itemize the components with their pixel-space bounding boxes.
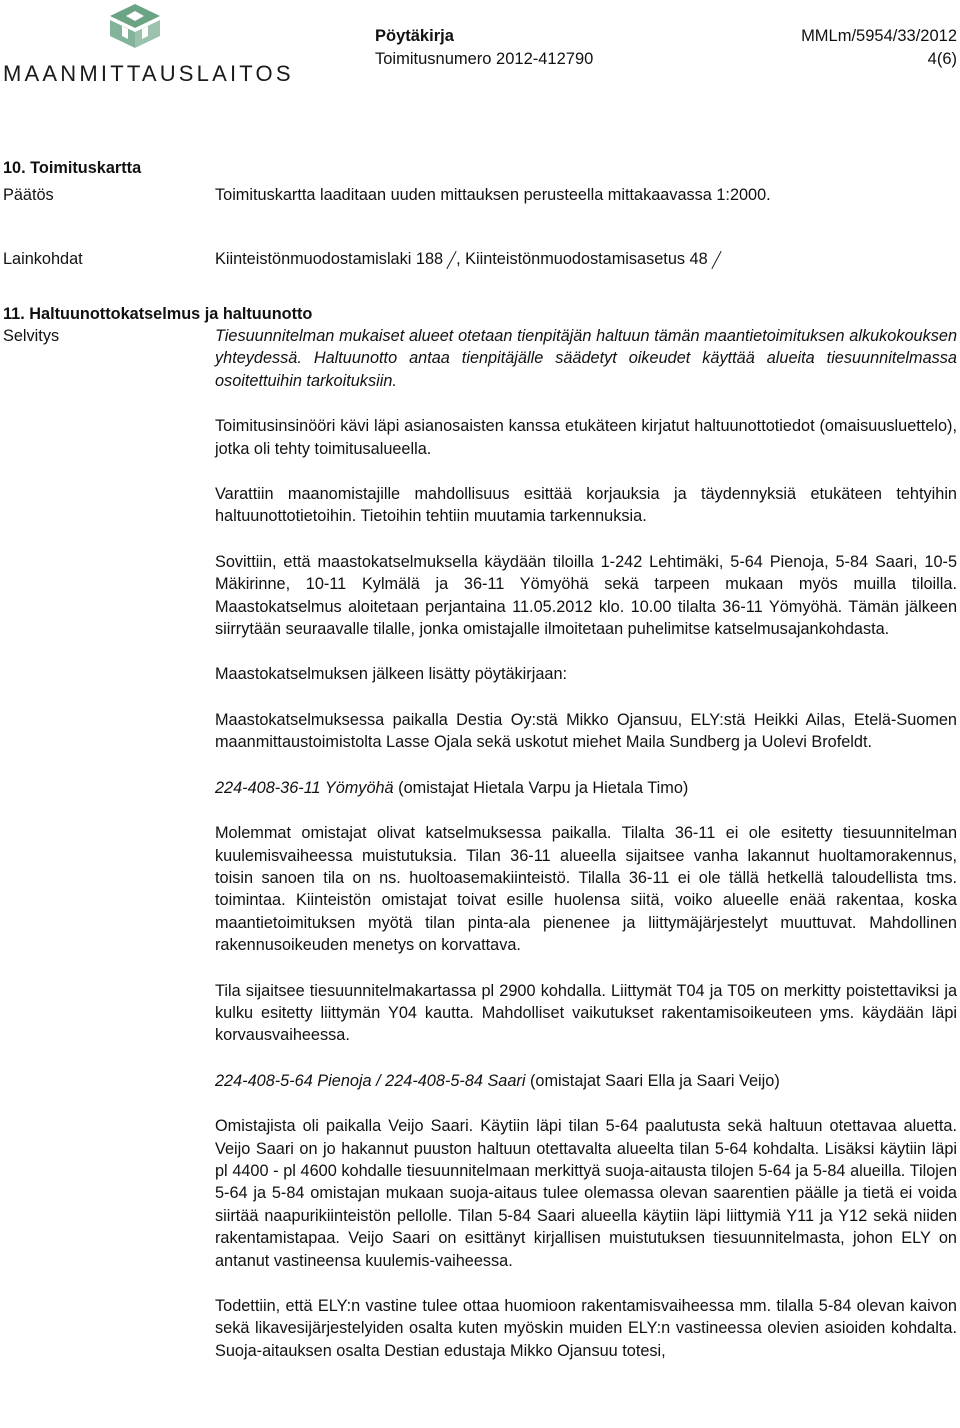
section-10-heading: 10. Toimituskartta <box>3 159 142 177</box>
law-text <box>215 250 957 269</box>
procedure-number: Toimitusnumero 2012-412790 <box>375 50 594 68</box>
law-reference-1: Kiinteistönmuodostamislaki 188 <box>215 250 444 268</box>
paragraph-9: Todettiin, että ELY:n vastine tulee ottaa huomioon rakentamisvaiheessa mm. tilalla 5-84 olevan kaivon sekä likavesijärjestelyiden osalta kuten myöskin muiden ELY:n vastineessa olevien asioiden kohdalta. Suoja-aitauksen osalta Destian edustaja Mikko Ojansuu totesi, <box>215 1297 957 1360</box>
decision-text: Toimituskartta laaditaan uuden mittauksen perusteella mittakaavassa 1:2000. <box>215 186 771 204</box>
logo-wordmark: MAANMITTAUSLAITOS <box>3 61 294 86</box>
paragraph-1: Toimitusinsinööri kävi läpi asianosaisten kanssa etukäteen kirjatut haltuunottotiedot (omaisuusluettelo), jotka oli tehty toimitusalueella. <box>215 417 957 458</box>
explanation-label: Selvitys <box>3 327 60 345</box>
paragraph-5: Maastokatselmuksessa paikalla Destia Oy:stä Mikko Ojansuu, ELY:stä Heikki Ailas, Etelä-Suomen maanmittaustoimistolta Lasse Ojala sekä uskotut miehet Maila Sundberg ja Uolevi Brofeldt. <box>215 710 957 752</box>
section-sign-icon <box>446 252 456 266</box>
law-label: Lainkohdat <box>3 250 83 268</box>
section-11-body <box>215 325 957 1362</box>
document-type: Pöytäkirja <box>375 27 454 45</box>
maanmittauslaitos-logo-icon <box>104 2 166 50</box>
italic-paragraph: Tiesuunnitelman mukaiset alueet otetaan tienpitäjän haltuun tämän maantietoimituksen alkukokouksen yhteydessä. Haltuunotto antaa tienpitäjälle säädetyt oikeudet käyttää alueita tiesuunnitelmassa osoitettuihin tarkoituksiin. <box>215 327 957 390</box>
paragraph-2: Varattiin maanomistajille mahdollisuus esittää korjauksia ja täydennyksiä etukäteen tehtyihin haltuunottotietoihin. Tietoihin tehtiin muutamia tarkennuksia. <box>215 485 957 526</box>
section-sign-icon <box>711 252 721 266</box>
property-2-id: 224-408-5-64 Pienoja / 224-408-5-84 Saari <box>215 1071 526 1090</box>
section-11-heading: 11. Haltuunottokatselmus ja haltuunotto <box>3 305 313 323</box>
property-2-heading <box>215 1070 957 1092</box>
property-1-heading <box>215 777 957 799</box>
paragraph-3: Sovittiin, että maastokatselmuksella käydään tiloilla 1-242 Lehtimäki, 5-64 Pienoja, 5-84 Saari, 10-5 Mäkirinne, 10-11 Kylmälä ja 36-11 Yömyöhä sekä tarpeen mukaan myös muilla tiloilla. Maastokatselmus aloitetaan perjantaina 11.05.2012 klo. 10.00 tilalta 36-11 Yömyöhä. Tämän jälkeen siirrytään seuraavalle tilalle, jonka omistajalle ilmoitetaan puhelimitse katselmusajankohdasta. <box>215 552 957 639</box>
paragraph-6: Molemmat omistajat olivat katselmuksessa paikalla. Tilalta 36-11 ei ole esitetty tiesuunnitelman kuulemisvaiheessa muistutuksia. Tilan 36-11 alueella sijaitsee vanha lakannut huoltamorakennus, toisin sanoen tila on ns. huoltoasemakiinteistö. Tilalla 36-11 ei ole tällä hetkellä taloudellista tms. toimintaa. Kiinteistön omistajat toivat esille huolensa siitä, voiko alueelle enää rakentaa, koska maantietoimituksen myötä tilan pinta-ala pienenee ja liittymäjärjestelyt muuttuvat. Mahdollinen rakennusoikeuden menetys on korvattava. <box>215 824 957 955</box>
paragraph-4: Maastokatselmuksen jälkeen lisätty pöytäkirjaan: <box>215 665 568 684</box>
paragraph-7: Tila sijaitsee tiesuunnitelmakartassa pl 2900 kohdalla. Liittymät T04 ja T05 on merkitty poistettaviksi ja kulku esitetty liittymän Y04 kautta. Mahdolliset vaikutukset rakentamisoikeuteen yms. käydään läpi korvausvaiheessa. <box>215 981 957 1045</box>
law-reference-2: , Kiinteistönmuodostamisasetus 48 <box>456 250 708 268</box>
record-id: MMLm/5954/33/2012 <box>801 27 957 45</box>
property-1-id: 224-408-36-11 Yömyöhä <box>215 778 394 797</box>
property-1-owners: (omistajat Hietala Varpu ja Hietala Timo) <box>393 778 689 797</box>
page-number: 4(6) <box>927 50 957 68</box>
property-2-owners: (omistajat Saari Ella ja Saari Veijo) <box>525 1071 780 1090</box>
paragraph-8: Omistajista oli paikalla Veijo Saari. Käytiin läpi tilan 5-64 paalutusta sekä haltuun otettavaa aluetta. Veijo Saari on jo hakannut puuston haltuun otettavalta alueelta tilan 5-64 kohdalta. Lisäksi käytiin läpi pl 4400 - pl 4600 kohdalle tiesuunnitelmaan merkittyä suoja-aitausta tilojen 5-64 ja 5-84 alueilla. Tilojen 5-64 ja 5-84 omistajan mukaan suoja-aitaus tulee olemassa olevan saarentien päälle ja tietä ei voida siirtää naapurikiinteistön pellolle. Tilan 5-84 Saari alueella käytiin läpi liittymiä Y11 ja Y12 sekä niiden rakentamistapaa. Veijo Saari on esittänyt kirjallisen muistutuksen tiesuunnitelmasta, johon ELY on antanut vastineensa kuulemis-vaiheessa. <box>215 1117 957 1270</box>
decision-label: Päätös <box>3 186 54 204</box>
